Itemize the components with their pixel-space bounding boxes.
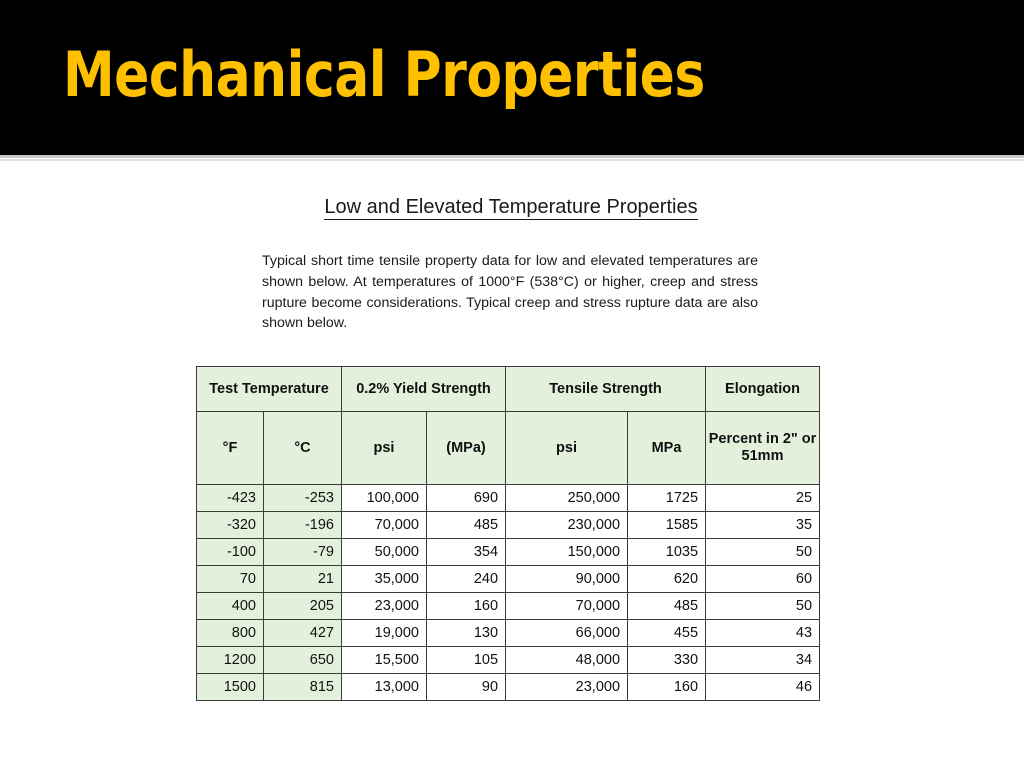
header-unit-tensile-psi: psi xyxy=(506,412,628,485)
header-elongation: Elongation xyxy=(706,367,820,412)
cell-yield-psi: 19,000 xyxy=(342,620,427,647)
cell-test-temp-f: 1200 xyxy=(197,647,264,674)
cell-yield-psi: 35,000 xyxy=(342,566,427,593)
cell-yield-psi: 23,000 xyxy=(342,593,427,620)
cell-yield-mpa: 160 xyxy=(427,593,506,620)
section-subtitle xyxy=(256,196,766,219)
cell-elongation: 25 xyxy=(706,485,820,512)
cell-elongation: 50 xyxy=(706,539,820,566)
table-body xyxy=(197,485,820,701)
header-unit-fahrenheit: °F xyxy=(197,412,264,485)
banner-divider-outer xyxy=(0,155,1024,158)
section-subtitle-text: Low and Elevated Temperature Properties xyxy=(324,196,698,218)
cell-tensile-mpa: 620 xyxy=(628,566,706,593)
cell-tensile-mpa: 330 xyxy=(628,647,706,674)
cell-yield-mpa: 485 xyxy=(427,512,506,539)
table-row xyxy=(197,593,820,620)
page-title: Mechanical Properties xyxy=(63,38,705,111)
cell-test-temp-c: 650 xyxy=(264,647,342,674)
cell-tensile-psi: 70,000 xyxy=(506,593,628,620)
cell-elongation: 60 xyxy=(706,566,820,593)
cell-yield-psi: 15,500 xyxy=(342,647,427,674)
cell-test-temp-f: 400 xyxy=(197,593,264,620)
cell-elongation: 34 xyxy=(706,647,820,674)
cell-test-temp-c: -253 xyxy=(264,485,342,512)
cell-tensile-psi: 48,000 xyxy=(506,647,628,674)
table-row xyxy=(197,539,820,566)
cell-tensile-mpa: 160 xyxy=(628,674,706,701)
cell-test-temp-f: -100 xyxy=(197,539,264,566)
title-banner xyxy=(0,0,1024,155)
table-row xyxy=(197,566,820,593)
cell-tensile-mpa: 455 xyxy=(628,620,706,647)
cell-tensile-mpa: 1725 xyxy=(628,485,706,512)
table-row xyxy=(197,620,820,647)
header-tensile-strength: Tensile Strength xyxy=(506,367,706,412)
header-unit-elongation-percent: Percent in 2" or 51mm xyxy=(706,412,820,485)
table-row xyxy=(197,512,820,539)
cell-test-temp-c: -79 xyxy=(264,539,342,566)
table-head xyxy=(197,367,820,485)
header-unit-tensile-mpa: MPa xyxy=(628,412,706,485)
cell-test-temp-c: -196 xyxy=(264,512,342,539)
cell-test-temp-c: 205 xyxy=(264,593,342,620)
cell-tensile-psi: 230,000 xyxy=(506,512,628,539)
header-unit-celsius: °C xyxy=(264,412,342,485)
header-unit-yield-mpa: (MPa) xyxy=(427,412,506,485)
cell-yield-psi: 13,000 xyxy=(342,674,427,701)
cell-yield-psi: 100,000 xyxy=(342,485,427,512)
cell-elongation: 46 xyxy=(706,674,820,701)
cell-tensile-psi: 250,000 xyxy=(506,485,628,512)
table-header-unit-row xyxy=(197,412,820,485)
intro-paragraph: Typical short time tensile property data for low and elevated temperatures are shown below. At temperatures of 1000°F (538°C) or higher, creep and stress rupture become considerations. Typical creep and stress rupture data are also shown below. xyxy=(262,253,758,332)
header-test-temperature: Test Temperature xyxy=(197,367,342,412)
cell-test-temp-f: -423 xyxy=(197,485,264,512)
cell-yield-psi: 70,000 xyxy=(342,512,427,539)
cell-yield-mpa: 90 xyxy=(427,674,506,701)
cell-tensile-psi: 66,000 xyxy=(506,620,628,647)
mechanical-properties-table xyxy=(196,366,820,701)
cell-test-temp-f: -320 xyxy=(197,512,264,539)
cell-yield-mpa: 690 xyxy=(427,485,506,512)
cell-elongation: 35 xyxy=(706,512,820,539)
banner-divider-inner xyxy=(0,159,1024,161)
cell-test-temp-c: 21 xyxy=(264,566,342,593)
cell-yield-mpa: 354 xyxy=(427,539,506,566)
table-row xyxy=(197,674,820,701)
cell-yield-psi: 50,000 xyxy=(342,539,427,566)
cell-test-temp-f: 800 xyxy=(197,620,264,647)
cell-test-temp-f: 70 xyxy=(197,566,264,593)
cell-tensile-psi: 90,000 xyxy=(506,566,628,593)
table-row xyxy=(197,647,820,674)
cell-elongation: 50 xyxy=(706,593,820,620)
cell-yield-mpa: 130 xyxy=(427,620,506,647)
table-header-group-row xyxy=(197,367,820,412)
header-unit-yield-psi: psi xyxy=(342,412,427,485)
cell-yield-mpa: 240 xyxy=(427,566,506,593)
cell-elongation: 43 xyxy=(706,620,820,647)
cell-tensile-mpa: 1035 xyxy=(628,539,706,566)
cell-test-temp-c: 427 xyxy=(264,620,342,647)
table-row xyxy=(197,485,820,512)
cell-test-temp-f: 1500 xyxy=(197,674,264,701)
cell-tensile-mpa: 1585 xyxy=(628,512,706,539)
header-yield-strength: 0.2% Yield Strength xyxy=(342,367,506,412)
cell-tensile-psi: 150,000 xyxy=(506,539,628,566)
cell-test-temp-c: 815 xyxy=(264,674,342,701)
cell-tensile-mpa: 485 xyxy=(628,593,706,620)
cell-yield-mpa: 105 xyxy=(427,647,506,674)
cell-tensile-psi: 23,000 xyxy=(506,674,628,701)
